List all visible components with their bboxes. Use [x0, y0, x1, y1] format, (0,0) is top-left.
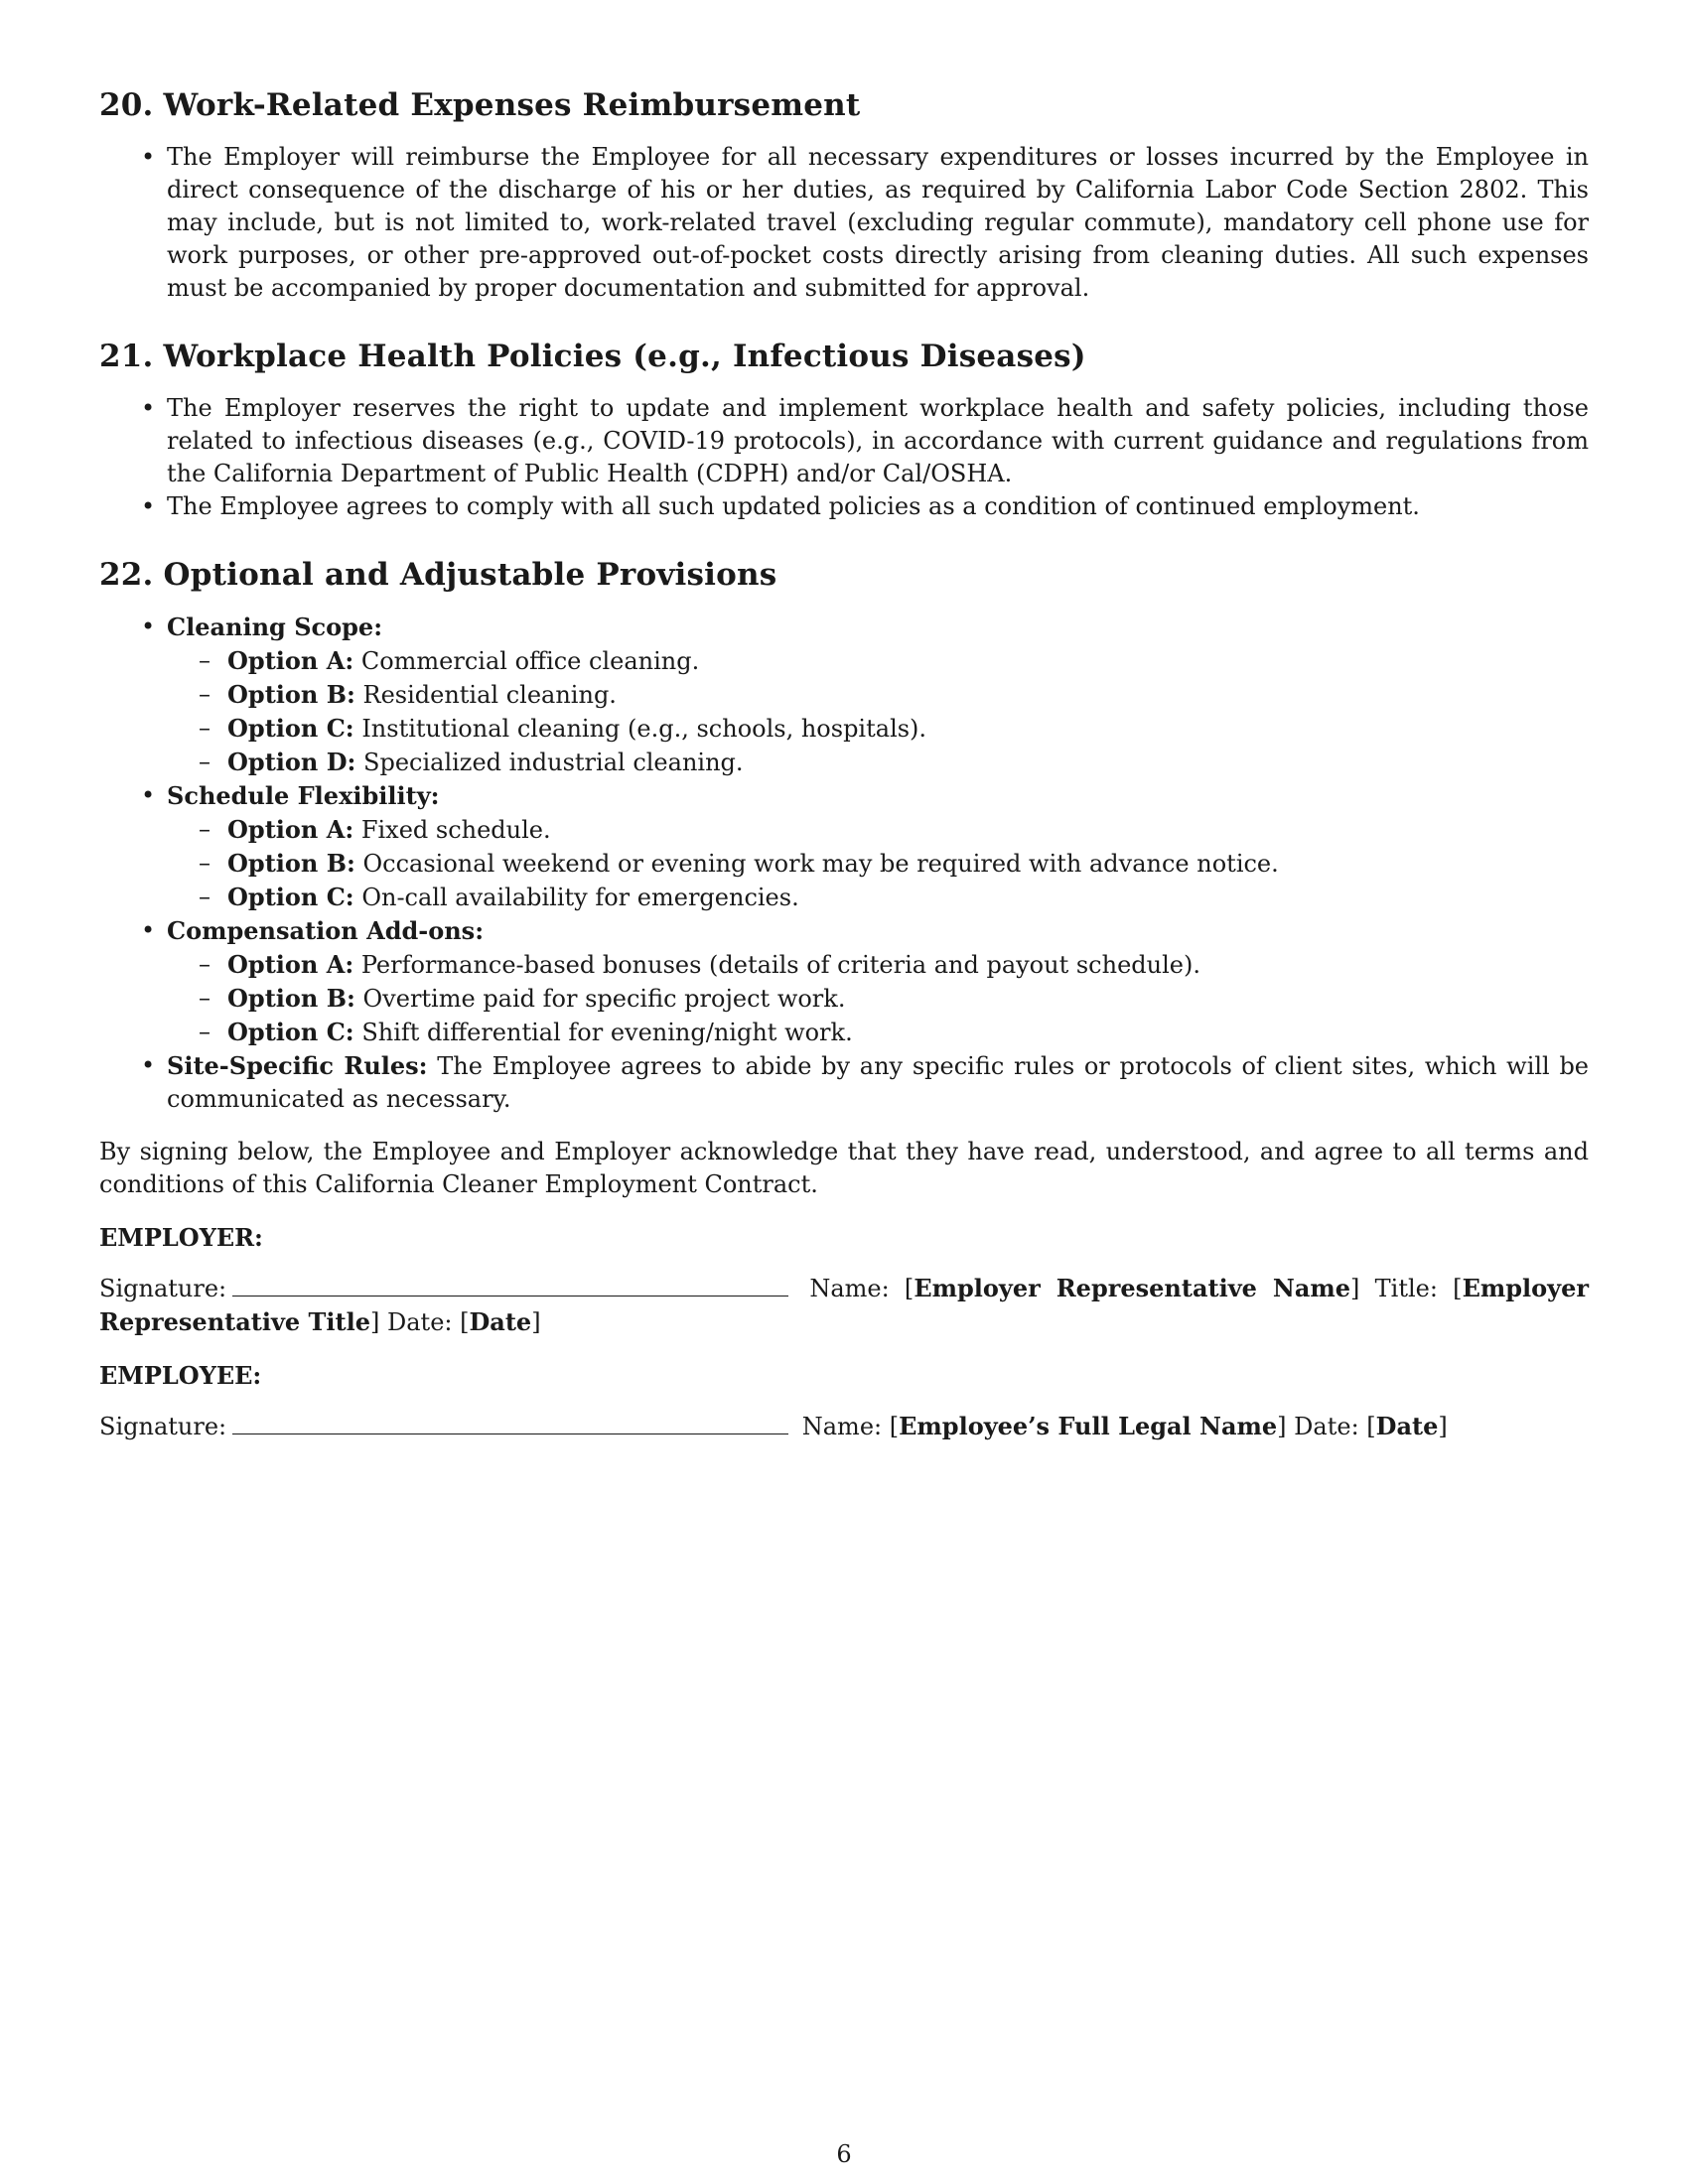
dash-icon: –: [199, 984, 211, 1012]
site-specific-item: [99, 1049, 1589, 1116]
option-label: Option A:: [227, 815, 354, 844]
option-label: Option B:: [227, 984, 355, 1013]
option-item: [167, 881, 1589, 914]
name-label: Name:: [801, 1413, 883, 1440]
list-item: [99, 392, 1589, 490]
employer-title-placeholder: Employer Representative Title: [99, 1274, 1590, 1336]
section-heading: [99, 87, 1589, 123]
bullet-text: The Employer reserves the right to update and implement workplace health and safety policies, including those related to infectious diseases (e.g., COVID-19 protocols), in accordance with current guidance and regulations from the California Department of Public Health (CDPH) and/or Cal/OSHA.: [167, 394, 1589, 487]
section-heading: [99, 557, 1589, 593]
option-item: [167, 712, 1589, 746]
option-text: Shift differential for evening/night work.: [361, 1019, 853, 1046]
list-item: [99, 141, 1589, 305]
dash-icon: –: [199, 680, 211, 708]
employer-signature-block: Signature: Name: [Employer Representative Name] Title: [Employer Representative Title] Date: [Date]: [99, 1274, 1590, 1336]
employee-signature-block: Signature: Name: [Employee’s Full Legal Name] Date: [Date]: [99, 1412, 1448, 1440]
option-text: Fixed schedule.: [360, 816, 551, 844]
option-item: [167, 1016, 1589, 1049]
bullet-list: [99, 611, 1589, 1116]
signature-label: Signature:: [99, 1275, 227, 1302]
page-number: 6: [836, 2140, 852, 2168]
option-item: [167, 982, 1589, 1016]
option-text: Institutional cleaning (e.g., schools, hospitals).: [361, 715, 927, 743]
list-item: [99, 490, 1589, 523]
section-heading: [99, 339, 1589, 374]
section-20: [99, 87, 1589, 305]
acknowledgement-paragraph: By signing below, the Employee and Employer acknowledge that they have read, understood, and agree to all terms and conditions of this California Cleaner Employment Contract.: [99, 1138, 1589, 1198]
option-label: Option D:: [227, 748, 356, 776]
option-list: [167, 644, 1589, 779]
dash-icon: –: [199, 646, 211, 674]
schedule-flexibility-item: [99, 779, 1589, 914]
cleaning-scope-item: [99, 611, 1589, 779]
option-label: Option B:: [227, 849, 355, 878]
option-list: [167, 948, 1589, 1049]
bullet-text: The Employee agrees to comply with all such updated policies as a condition of continued employment.: [167, 492, 1420, 520]
option-text: Commercial office cleaning.: [360, 647, 700, 675]
dash-icon: –: [199, 849, 211, 877]
section-title: Optional and Adjustable Provisions: [163, 557, 777, 593]
option-item: [167, 813, 1589, 847]
section-title: Work-Related Expenses Reimbursement: [163, 87, 861, 123]
bullet-icon: •: [141, 781, 156, 809]
bullet-text: The Employee agrees to abide by any specific rules or protocols of client sites, which will be communicated as necessary.: [167, 1052, 1590, 1113]
option-label: Option A:: [227, 950, 354, 979]
bullet-icon: •: [141, 1051, 156, 1079]
dash-icon: –: [199, 714, 211, 742]
option-item: [167, 847, 1589, 881]
option-item: [167, 678, 1589, 712]
option-item: [167, 746, 1589, 779]
employee-date-placeholder: Date: [1375, 1412, 1439, 1440]
section-title: Workplace Health Policies (e.g., Infectious Diseases): [163, 339, 1086, 374]
employer-date-placeholder: Date: [469, 1307, 532, 1336]
bullet-icon: •: [141, 143, 156, 171]
option-label: Option C:: [227, 1018, 354, 1046]
signature-label: Signature:: [99, 1413, 227, 1440]
option-text: Overtime paid for specific project work.: [362, 985, 846, 1013]
option-label: Option C:: [227, 714, 354, 743]
bullet-label: Site-Specific Rules:: [167, 1051, 428, 1080]
section-22: [99, 557, 1589, 1116]
bullet-label: Schedule Flexibility:: [167, 781, 440, 810]
title-label: Title:: [1374, 1275, 1438, 1302]
employee-name-placeholder: Employee’s Full Legal Name: [899, 1412, 1278, 1440]
bullet-label: Compensation Add-ons:: [167, 916, 485, 945]
option-item: [167, 948, 1589, 982]
option-text: On-call availability for emergencies.: [361, 884, 799, 911]
employee-signature-field[interactable]: [232, 1412, 788, 1434]
section-number: 20.: [99, 87, 154, 123]
dash-icon: –: [199, 815, 211, 843]
option-label: Option A:: [227, 646, 354, 675]
dash-icon: –: [199, 883, 211, 910]
document-page: [99, 87, 1589, 1463]
bullet-icon: •: [141, 394, 156, 422]
option-text: Residential cleaning.: [362, 681, 617, 709]
date-label: Date:: [387, 1308, 453, 1336]
bullet-icon: •: [141, 613, 156, 640]
option-text: Performance-based bonuses (details of criteria and payout schedule).: [360, 951, 1200, 979]
option-item: [167, 644, 1589, 678]
dash-icon: –: [199, 748, 211, 775]
section-number: 22.: [99, 557, 154, 593]
option-text: Specialized industrial cleaning.: [363, 749, 744, 776]
date-label: Date:: [1294, 1413, 1359, 1440]
bullet-list: [99, 392, 1589, 523]
dash-icon: –: [199, 950, 211, 978]
dash-icon: –: [199, 1018, 211, 1045]
compensation-addons-item: [99, 914, 1589, 1049]
bullet-list: [99, 141, 1589, 305]
employer-signature-field[interactable]: [232, 1274, 788, 1297]
section-number: 21.: [99, 339, 154, 374]
option-label: Option B:: [227, 680, 355, 709]
employer-label: EMPLOYER:: [99, 1223, 263, 1252]
bullet-icon: •: [141, 916, 156, 944]
bullet-icon: •: [141, 492, 156, 520]
option-list: [167, 813, 1589, 914]
option-text: Occasional weekend or evening work may be required with advance notice.: [362, 850, 1279, 878]
name-label: Name:: [809, 1275, 890, 1302]
option-label: Option C:: [227, 883, 354, 911]
employer-name-placeholder: Employer Representative Name: [914, 1274, 1351, 1302]
bullet-label: Cleaning Scope:: [167, 613, 383, 641]
bullet-text: The Employer will reimburse the Employee for all necessary expenditures or losses incurred by the Employee in direct consequence of the discharge of his or her duties, as required by California Labor Code Section 2802. This may include, but is not limited to, work-related travel (excluding regular commute), mandatory cell phone use for work purposes, or other pre-approved out-of-pocket costs directly arising from cleaning duties. All such expenses must be accompanied by proper documentation and submitted for approval.: [167, 143, 1589, 302]
employee-label: EMPLOYEE:: [99, 1361, 262, 1390]
section-21: [99, 339, 1589, 523]
